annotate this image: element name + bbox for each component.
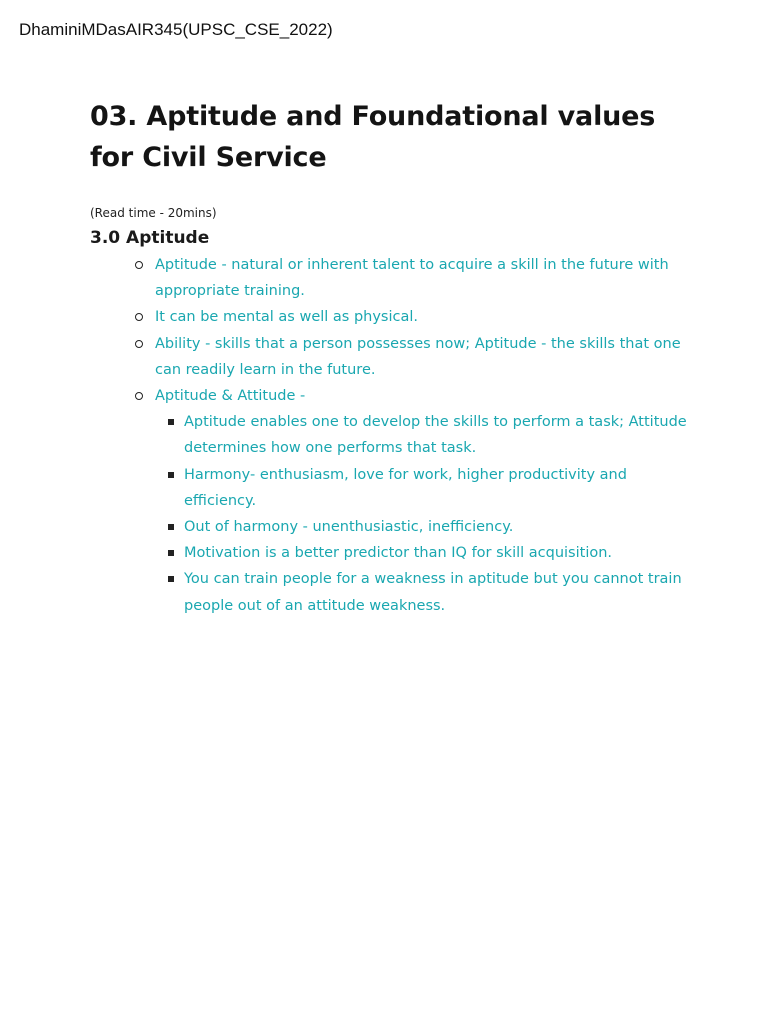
sub-list-item-text: Motivation is a better predictor than IQ for skill acquisition. — [184, 545, 613, 562]
list-item — [155, 383, 690, 619]
list-item-text: Aptitude - natural or inherent talent to acquire a skill in the future with appropriate training. — [155, 257, 669, 300]
circle-bullet-icon — [135, 261, 143, 269]
list-item — [155, 304, 690, 330]
sub-list-item-text: You can train people for a weakness in aptitude but you cannot train people out of an attitude weakness. — [184, 571, 682, 614]
square-bullet-icon — [168, 419, 174, 425]
aptitude-attitude-sublist — [155, 409, 690, 619]
sub-list-item — [184, 514, 690, 540]
list-item — [155, 252, 690, 304]
circle-bullet-icon — [135, 392, 143, 400]
sub-list-item — [184, 409, 690, 461]
square-bullet-icon — [168, 524, 174, 530]
circle-bullet-icon — [135, 313, 143, 321]
read-time: (Read time - 20mins) — [90, 206, 217, 220]
square-bullet-icon — [168, 472, 174, 478]
sub-list-item — [184, 566, 690, 618]
list-item-text: It can be mental as well as physical. — [155, 309, 419, 326]
sub-list-item — [184, 462, 690, 514]
list-item-text: Aptitude & Attitude - — [155, 388, 306, 405]
sub-list-item-text: Aptitude enables one to develop the skills to perform a task; Attitude determines how one performs that task. — [184, 414, 687, 457]
page-title: 03. Aptitude and Foundational values for Civil Service — [90, 101, 656, 173]
sub-list-item — [184, 540, 690, 566]
square-bullet-icon — [168, 550, 174, 556]
section-heading: 3.0 Aptitude — [90, 228, 210, 248]
document-header-author: DhaminiMDasAIR345(UPSC_CSE_2022) — [19, 20, 333, 39]
document-content — [90, 96, 690, 619]
list-item — [155, 331, 690, 383]
sub-list-item-text: Harmony- enthusiasm, love for work, higher productivity and efficiency. — [184, 466, 627, 509]
list-item-text: Ability - skills that a person possesses now; Aptitude - the skills that one can readily learn in the future. — [155, 335, 681, 378]
square-bullet-icon — [168, 576, 174, 582]
sub-list-item-text: Out of harmony - unenthusiastic, inefficiency. — [184, 519, 514, 536]
aptitude-list — [90, 252, 690, 619]
circle-bullet-icon — [135, 340, 143, 348]
